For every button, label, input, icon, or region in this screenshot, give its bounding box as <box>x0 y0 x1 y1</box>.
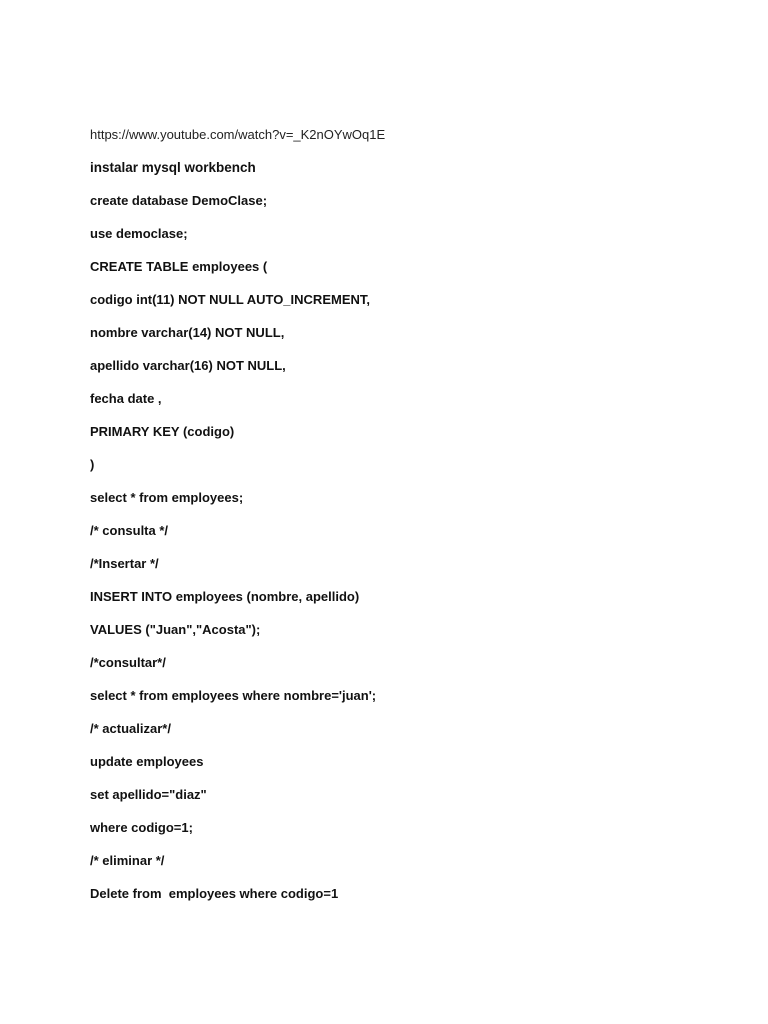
sql-line-select-all: select * from employees; <box>90 490 244 505</box>
sql-line-set: set apellido="diaz" <box>90 787 207 802</box>
sql-line-column-codigo: codigo int(11) NOT NULL AUTO_INCREMENT, <box>90 292 370 307</box>
sql-line-primary-key: PRIMARY KEY (codigo) <box>90 424 235 439</box>
sql-comment-consultar: /*consultar*/ <box>90 655 166 670</box>
video-url-text: https://www.youtube.com/watch?v=_K2nOYwOq1E <box>90 127 386 142</box>
document-body <box>90 125 730 917</box>
sql-line-create-database: create database DemoClase; <box>90 193 268 208</box>
sql-comment-insertar: /*Insertar */ <box>90 556 159 571</box>
sql-line-insert-into: INSERT INTO employees (nombre, apellido) <box>90 589 360 604</box>
sql-line-column-apellido: apellido varchar(16) NOT NULL, <box>90 358 286 373</box>
sql-line-where: where codigo=1; <box>90 820 193 835</box>
document-heading: instalar mysql workbench <box>90 160 256 175</box>
sql-line-update: update employees <box>90 754 204 769</box>
sql-comment-consulta: /* consulta */ <box>90 523 169 538</box>
sql-line-use-database: use democlase; <box>90 226 188 241</box>
sql-comment-actualizar: /* actualizar*/ <box>90 721 171 736</box>
sql-line-close-paren: ) <box>90 457 95 472</box>
sql-line-column-nombre: nombre varchar(14) NOT NULL, <box>90 325 285 340</box>
sql-line-delete: Delete from employees where codigo=1 <box>90 886 339 901</box>
sql-line-create-table: CREATE TABLE employees ( <box>90 259 268 274</box>
sql-line-column-fecha: fecha date , <box>90 391 162 406</box>
sql-comment-eliminar: /* eliminar */ <box>90 853 165 868</box>
sql-line-select-where: select * from employees where nombre='juan'; <box>90 688 377 703</box>
sql-line-values: VALUES ("Juan","Acosta"); <box>90 622 261 637</box>
